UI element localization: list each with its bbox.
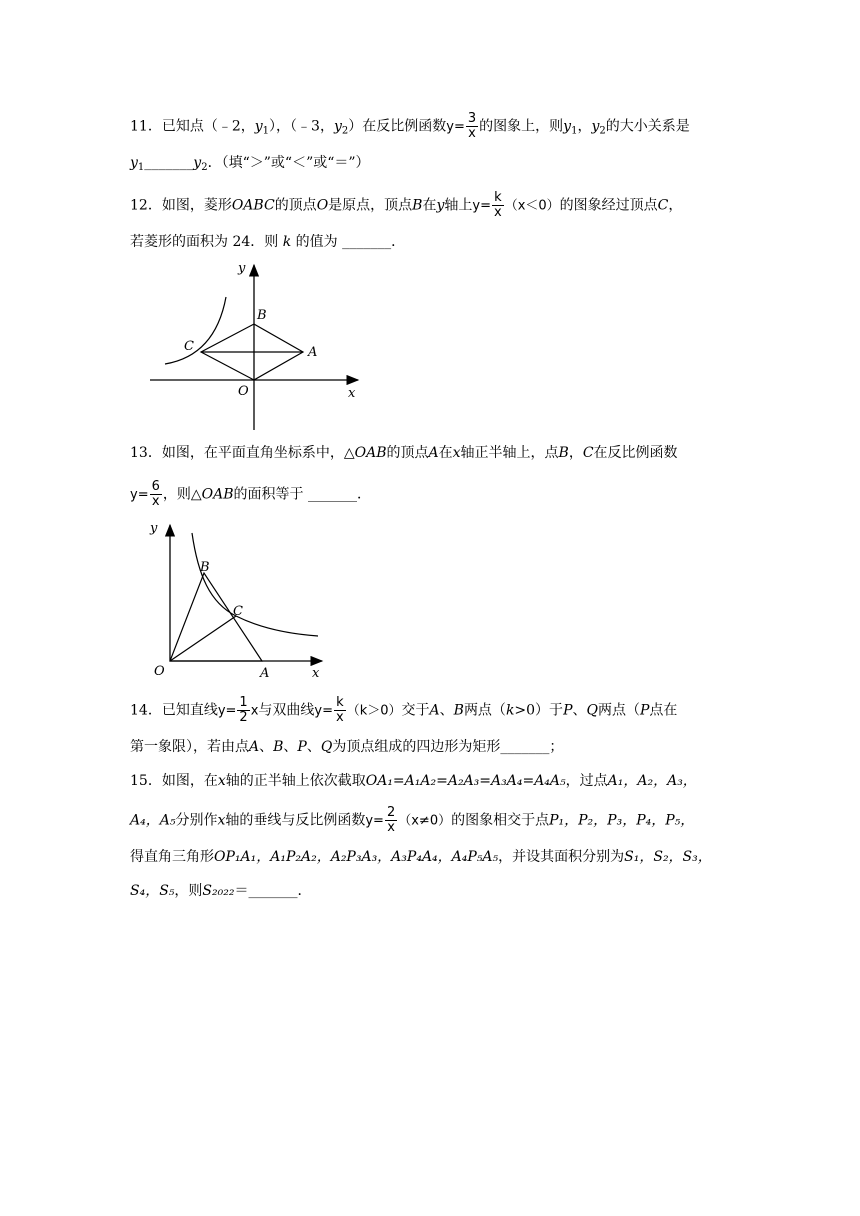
q13-var: x (452, 445, 461, 461)
q15-formula: y= (365, 813, 384, 829)
q11-text: ）在反比例函数 (348, 118, 447, 135)
label-a: A (260, 666, 270, 681)
q13-var: OAB (201, 486, 234, 503)
q15-text: ． (297, 883, 312, 899)
q12-text: ， (668, 197, 683, 214)
q13-figure (140, 515, 340, 685)
frac-den: 2 (239, 710, 248, 725)
q14-text: 、 (439, 702, 454, 719)
q15-var: S₂₀₂₂ (202, 883, 235, 899)
q13-var: A (428, 445, 439, 461)
q14-var: P (297, 739, 307, 755)
q12-text: 是原点，顶点 (328, 197, 413, 214)
q12-line1 (130, 191, 682, 220)
triangle-oab (170, 573, 262, 661)
q14-text: 、 (572, 702, 587, 719)
q13-text: 的顶点 (386, 445, 429, 461)
q11-var: y (333, 118, 342, 135)
q15-var: A₄，A₅ (130, 812, 176, 829)
q13-text: 如图，在平面直角坐标系中，△ (161, 445, 355, 461)
segment-oc (170, 616, 236, 661)
q12-text: ． (391, 234, 406, 250)
q11-text: 已知点（﹣2， (161, 118, 255, 135)
q12-text: 的图象经过顶点 (559, 197, 658, 214)
label-c: C (184, 339, 194, 354)
label-a: A (308, 345, 318, 360)
q14-text: 两点（ (597, 702, 640, 719)
q14-formula: y= (217, 703, 237, 719)
q13-text: ，则△ (162, 486, 202, 503)
q14-answer-blank[interactable]: _______ (500, 739, 550, 755)
q12-number: 12． (130, 197, 162, 214)
q11-answer-blank[interactable]: _______ (144, 155, 194, 171)
label-b: B (200, 560, 210, 575)
q13-text: 轴正半轴上，点 (460, 445, 559, 461)
q14-text: 、 (259, 739, 274, 755)
q11-text: ．（填“＞”或“＜”或“＝”） (207, 155, 370, 171)
q15-text: 轴的垂线与反比例函数 (225, 812, 366, 829)
q14-text: 点在 (649, 702, 678, 719)
q12-fraction (492, 191, 504, 220)
q15-line1 (130, 771, 697, 791)
q14-text: 第一象限），若由点 (130, 739, 249, 755)
label-o: O (238, 384, 249, 399)
q12-figure (140, 255, 380, 435)
frac-den: x (151, 494, 160, 509)
q15-text: 如图，在 (161, 773, 218, 789)
q14-var: A (429, 702, 440, 719)
frac-den: x (493, 205, 502, 220)
q15-line3 (130, 847, 712, 867)
q15-line2 (130, 806, 694, 835)
q14-text: 与双曲线 (258, 702, 315, 719)
frac-den: x (387, 820, 395, 835)
q13-var: B (558, 445, 569, 461)
q11-line1 (130, 112, 690, 142)
frac-num: 1 (239, 695, 248, 710)
q14-fraction (237, 696, 249, 725)
q14-var: Q (586, 702, 598, 719)
q12-text: 若菱形的面积为 24．则 (130, 234, 279, 250)
q13-line1 (130, 443, 678, 463)
q12-text: 的顶点 (274, 197, 317, 214)
q11-sub: 2 (341, 125, 349, 137)
q13-fraction (150, 480, 162, 509)
q15-var: P₁，P₂，P₃，P₄，P₅， (549, 812, 695, 829)
q14-text: 两点（ (463, 702, 506, 719)
q11-line2 (130, 153, 370, 178)
q14-formula: x (250, 703, 259, 719)
q14-var: A (249, 739, 260, 755)
frac-num: 2 (386, 805, 396, 820)
q15-text: 分别作 (175, 812, 218, 829)
q14-formula: y= (314, 703, 333, 719)
q12-text: 轴上 (444, 197, 473, 214)
q11-text: 的图象上，则 (479, 118, 564, 135)
q11-text: ， (577, 118, 592, 135)
frac-num: 6 (151, 479, 160, 494)
frac-den: x (468, 126, 476, 141)
q15-var: x (217, 773, 226, 789)
q15-var: x (217, 812, 226, 829)
q15-var: S₁，S₂，S₃， (624, 849, 712, 865)
q12-var: y (436, 197, 445, 214)
label-y: y (150, 521, 158, 536)
q12-text: 如图，菱形 (161, 197, 232, 214)
label-c: C (233, 604, 243, 619)
q14-line1 (130, 696, 677, 725)
q12-var: O (316, 197, 329, 214)
q11-var: y (563, 118, 572, 135)
q14-fraction (334, 696, 346, 725)
q14-var: P (563, 702, 573, 719)
q14-text: 、 (283, 739, 298, 755)
q13-text: 的面积等于 (233, 486, 304, 503)
q14-text: 交于 (401, 702, 430, 719)
q11-text: ），（﹣3， (269, 118, 334, 135)
q12-text: 的值为 (295, 234, 338, 250)
q15-text: 得直角三角形 (130, 849, 214, 865)
q13-formula: y= (130, 487, 149, 503)
q12-formula: y= (472, 198, 491, 214)
q14-text: >0）于 (514, 702, 564, 719)
q11-sub: 1 (262, 125, 270, 137)
q11-formula: y= (446, 119, 465, 135)
frac-num: k (492, 191, 504, 206)
label-b: B (257, 308, 267, 323)
q15-condition: （x≠0） (398, 813, 452, 829)
frac-num: k (334, 696, 346, 711)
q13-text: 在反比例函数 (593, 445, 678, 461)
q15-var: S₄，S₅ (130, 883, 175, 899)
q14-text: ； (549, 739, 564, 755)
q14-var: B (453, 702, 464, 719)
q12-text: 在 (422, 197, 437, 214)
q11-text: 的大小关系是 (605, 118, 690, 135)
q13-var: C (582, 445, 594, 461)
q13-answer-blank[interactable]: _______ (308, 486, 357, 503)
hyperbola-curve (165, 297, 226, 364)
q13-text: 在 (438, 445, 453, 461)
q13-var: OAB (354, 445, 387, 461)
label-x: x (312, 666, 320, 681)
q15-text: 轴的正半轴上依次截取 (225, 773, 366, 789)
q15-number: 15． (130, 773, 162, 789)
q15-fraction (385, 806, 397, 835)
q13-text: ． (357, 486, 371, 503)
q12-var: k (282, 234, 292, 250)
q11-sub: 2 (599, 125, 606, 137)
q14-var: B (273, 739, 284, 755)
q14-line2 (130, 737, 563, 757)
q14-text: 已知直线 (161, 702, 218, 719)
q11-sub: 2 (201, 162, 208, 173)
q12-condition: （x＜0） (504, 198, 560, 214)
q12-var: B (412, 197, 423, 214)
q11-sub: 1 (137, 162, 145, 173)
q15-text: ，则 (174, 883, 203, 899)
q14-text: 为顶点组成的四边形为矩形 (332, 739, 501, 755)
q15-var: OP₁A₁，A₁P₂A₂，A₂P₃A₃，A₃P₄A₄，A₄P₅A₅ (214, 849, 499, 865)
q14-number: 14． (130, 702, 162, 719)
q11-var: y (130, 155, 138, 171)
q14-var: Q (320, 739, 333, 755)
q11-var: y (591, 118, 600, 135)
q14-var: P (639, 702, 650, 719)
q11-number: 11． (130, 118, 162, 135)
frac-num: 3 (467, 111, 477, 126)
q15-text: ＝ (234, 883, 249, 899)
q14-text: 、 (306, 739, 321, 755)
q15-answer-blank[interactable]: _______ (248, 883, 298, 899)
label-x: x (348, 386, 356, 401)
q13-number: 13． (130, 445, 162, 461)
q13-text: ， (568, 445, 583, 461)
q11-sub: 1 (571, 125, 578, 137)
q15-line4 (130, 881, 311, 901)
q15-var: OA₁=A₁A₂=A₂A₃=A₃A₄=A₄A₅ (365, 773, 566, 789)
label-o: O (154, 664, 165, 679)
q15-text: ，过点 (565, 773, 608, 789)
q12-line2 (130, 232, 405, 252)
q12-var: OABC (231, 197, 275, 214)
frac-den: x (336, 710, 344, 725)
q15-text: 的图象相交于点 (451, 812, 550, 829)
q12-answer-blank[interactable]: _______ (342, 234, 392, 250)
q13-line2 (130, 480, 371, 509)
q15-text: ，并设其面积分别为 (498, 849, 625, 865)
label-y: y (238, 261, 246, 276)
q12-var: C (657, 197, 669, 214)
q11-fraction (466, 112, 478, 141)
q11-var: y (254, 118, 263, 135)
q11-var: y (193, 155, 202, 171)
q15-var: A₁，A₂，A₃， (607, 773, 697, 789)
q14-var: k (505, 702, 515, 719)
q14-condition: （k＞0） (346, 703, 402, 719)
